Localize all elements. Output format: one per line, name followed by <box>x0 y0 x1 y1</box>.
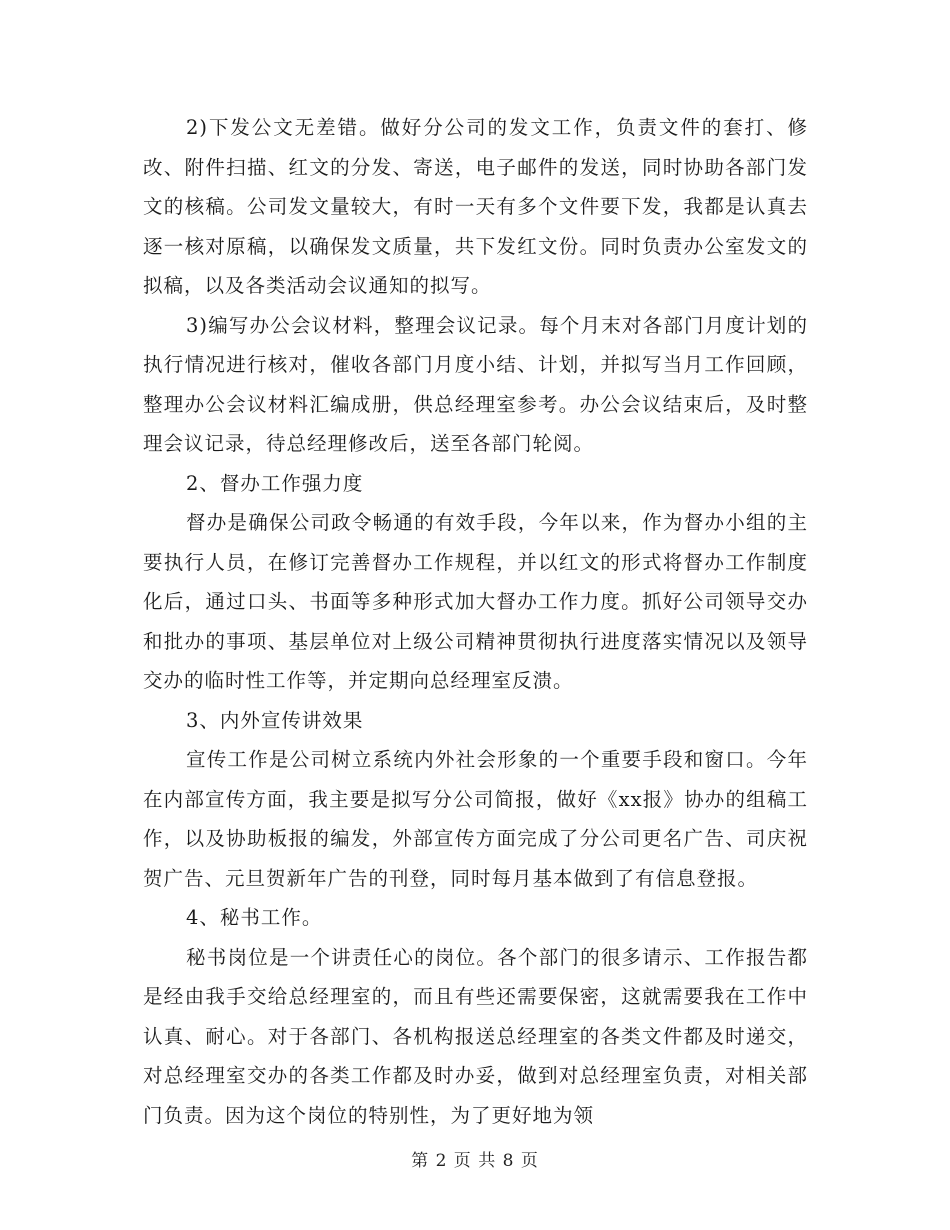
paragraph-publicity: 宣传工作是公司树立系统内外社会形象的一个重要手段和窗口。今年在内部宣传方面，我主要是拟写分公司简报，做好《xx报》协办的组稿工作，以及协助板报的编发，外部宣传方面完成了分公司更名广告、司庆祝贺广告、元旦贺新年广告的刊登，同时每月基本做到了有信息登报。 <box>143 748 808 890</box>
paragraph-dispatch: 2)下发公文无差错。做好分公司的发文工作，负责文件的套打、修改、附件扫描、红文的分发、寄送，电子邮件的发送，同时协助各部门发文的核稿。公司发文量较大，有时一天有多个文件要下发，我都是认真去逐一核对原稿，以确保发文质量，共下发红文份。同时负责办公室发文的拟稿，以及各类活动会议通知的拟写。 <box>143 116 808 297</box>
document-body <box>143 108 808 1135</box>
paragraph-secretary: 秘书岗位是一个讲责任心的岗位。各个部门的很多请示、工作报告都是经由我手交给总经理室的，而且有些还需要保密，这就需要我在工作中认真、耐心。对于各部门、各机构报送总经理室的各类文件都及时递交，对总经理室交办的各类工作都及时办妥，做到对总经理室负责，对相关部门负责。因为这个岗位的特别性，为了更好地为领 <box>143 945 808 1127</box>
paragraph-meeting-materials: 3)编写办公会议材料，整理会议记录。每个月末对各部门月度计划的执行情况进行核对，催收各部门月度小结、计划，并拟写当月工作回顾，整理办公会议材料汇编成册，供总经理室参考。办公会议结束后，及时整理会议记录，待总经理修改后，送至各部门轮阅。 <box>143 313 808 455</box>
paragraph-supervision: 督办是确保公司政令畅通的有效手段，今年以来，作为督办小组的主要执行人员，在修订完善督办工作规程，并以红文的形式将督办工作制度化后，通过口头、书面等多种形式加大督办工作力度。抓好公司领导交办和批办的事项、基层单位对上级公司精神贯彻执行进度落实情况以及领导交办的临时性工作等，并定期向总经理室反溃。 <box>143 511 808 692</box>
section-heading-publicity: 3、内外宣传讲效果 <box>186 708 364 732</box>
page-number-footer: 第 2 页 共 8 页 <box>411 1151 539 1171</box>
section-heading-secretary: 4、秘书工作。 <box>186 906 323 929</box>
section-heading-supervision: 2、督办工作强力度 <box>186 471 364 495</box>
